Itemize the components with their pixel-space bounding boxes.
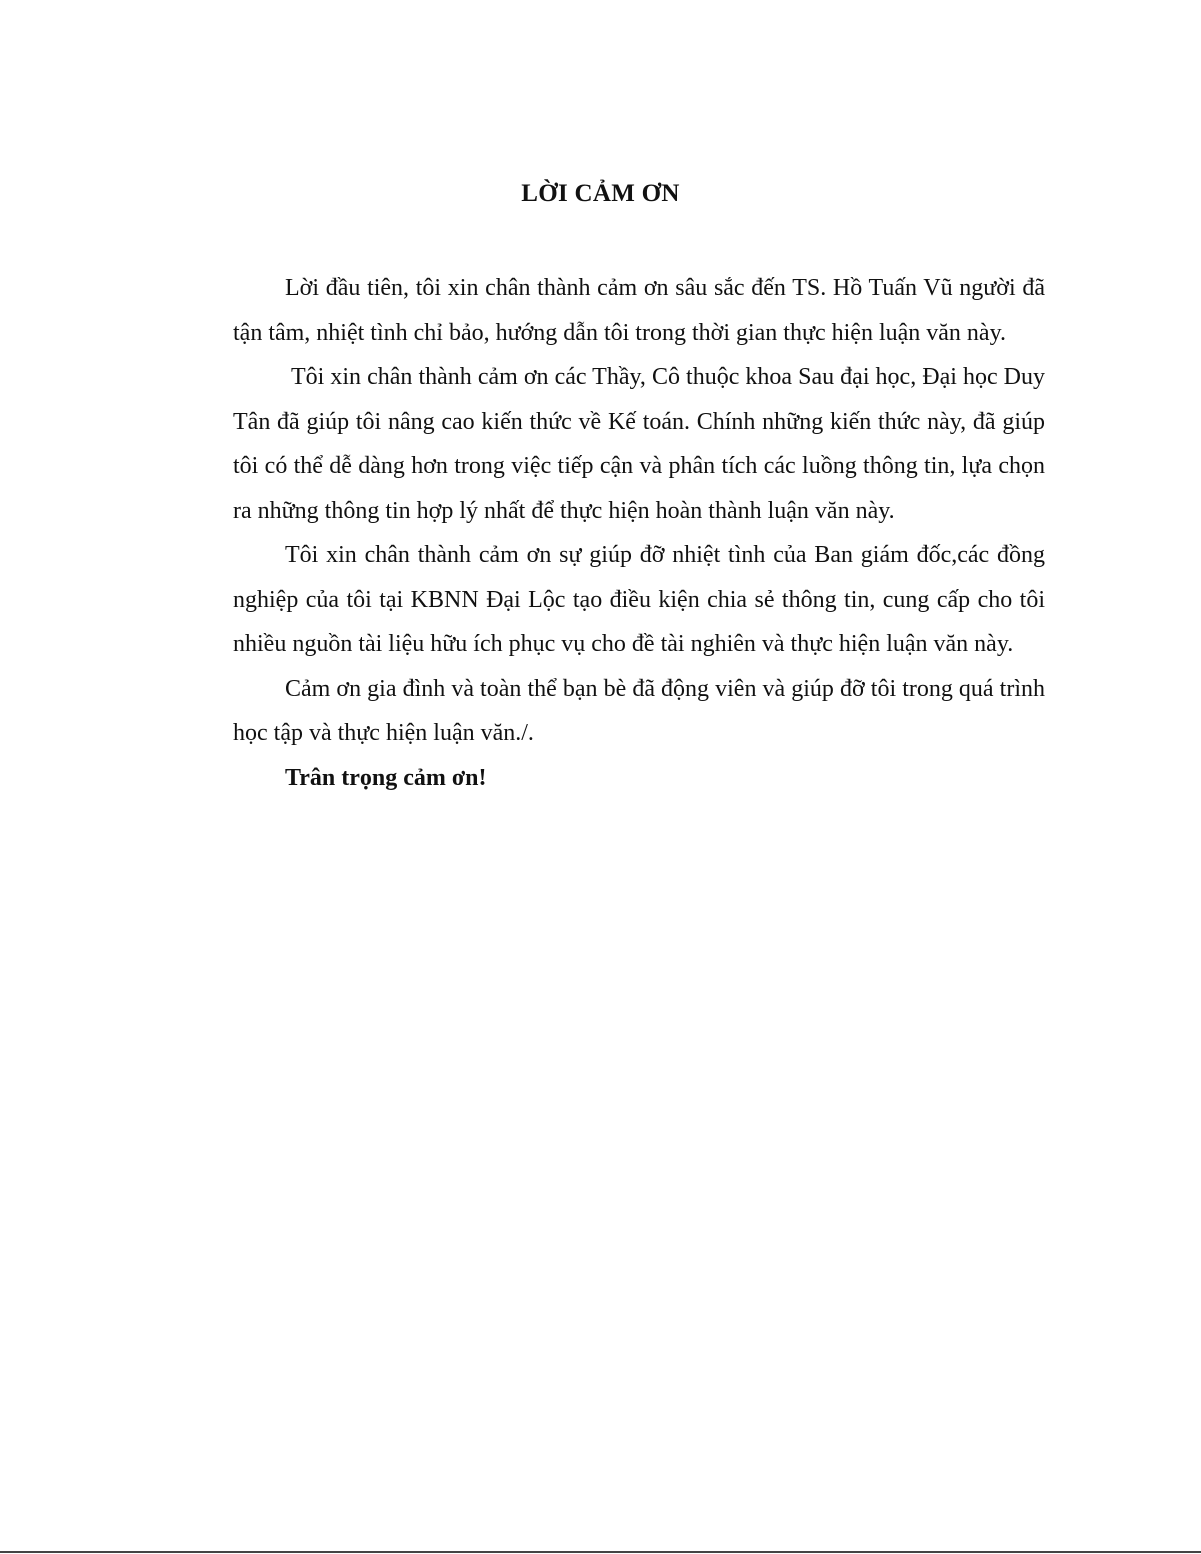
- closing-line: Trân trọng cảm ơn!: [285, 764, 487, 791]
- paragraph-3: Tôi xin chân thành cảm ơn sự giúp đỡ nhiệt tình của Ban giám đốc,các đồng nghiệp của tôi tại KBNN Đại Lộc tạo điều kiện chia sẻ thông tin, cung cấp cho tôi nhiều nguồn tài liệu hữu ích phục vụ cho đề tài nghiên và thực hiện luận văn này.: [233, 542, 1045, 657]
- paragraph-4: Cảm ơn gia đình và toàn thể bạn bè đã động viên và giúp đỡ tôi trong quá trình học tập và thực hiện luận văn./.: [233, 675, 1045, 746]
- paragraph-2: Tôi xin chân thành cảm ơn các Thầy, Cô thuộc khoa Sau đại học, Đại học Duy Tân đã giúp tôi nâng cao kiến thức về Kế toán. Chính những kiến thức này, đã giúp tôi có thể dễ dàng hơn trong việc tiếp cận và phân tích các luồng thông tin, lựa chọn ra những thông tin hợp lý nhất để thực hiện hoàn thành luận văn này.: [233, 364, 1045, 524]
- acknowledgement-body: [233, 266, 1045, 800]
- page-title: LỜI CẢM ƠN: [521, 180, 680, 207]
- page-bottom-divider: [0, 1551, 1201, 1553]
- paragraph-1: Lời đầu tiên, tôi xin chân thành cảm ơn sâu sắc đến TS. Hồ Tuấn Vũ người đã tận tâm, nhiệt tình chỉ bảo, hướng dẫn tôi trong thời gian thực hiện luận văn này.: [233, 275, 1045, 346]
